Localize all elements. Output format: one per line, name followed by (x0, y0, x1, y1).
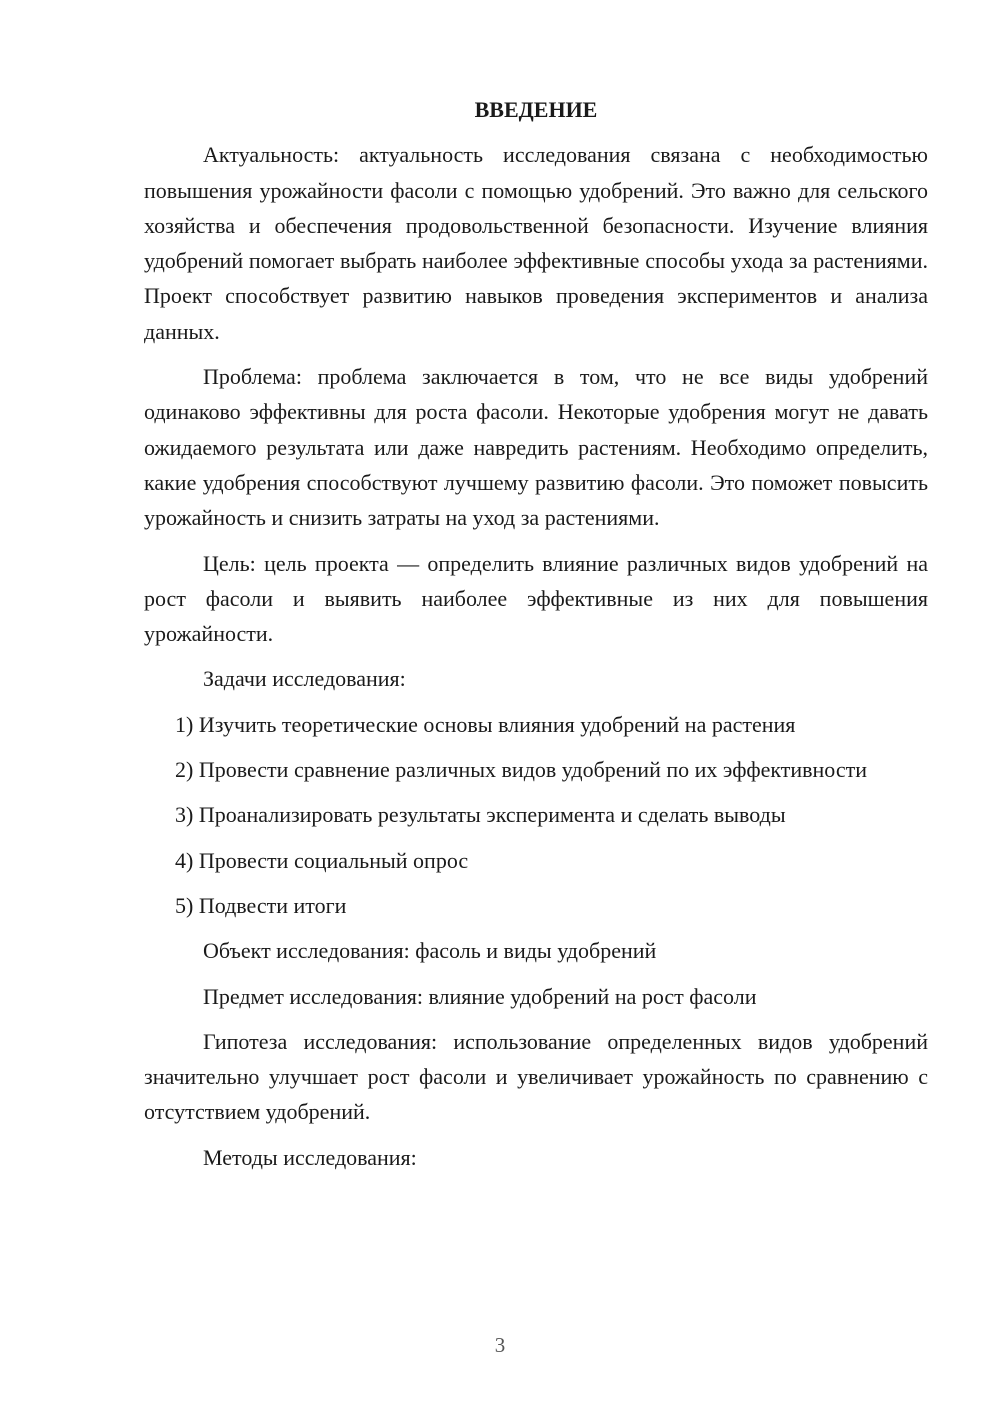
paragraph-subject: Предмет исследования: влияние удобрений на рост фасоли (203, 983, 757, 1009)
list-item: 4) Провести социальный опрос (175, 847, 469, 873)
paragraph-goal: Цель: цель проекта — определить влияние различных видов удобрений на рост фасоли и выявить наиболее эффективные из них для повышения урожайности. (144, 550, 928, 647)
paragraph-problem: Проблема: проблема заключается в том, что не все виды удобрений одинаково эффективны для роста фасоли. Некоторые удобрения могут не давать ожидаемого результата или даже навредить растениям. Необходимо определить, какие удобрения способствуют лучшему развитию фасоли. Это поможет повысить урожайность и снизить затраты на уход за растениями. (144, 364, 928, 531)
document-page (144, 92, 928, 1185)
list-item: 3) Проанализировать результаты эксперимента и сделать выводы (175, 802, 786, 828)
paragraph-hypothesis: Гипотеза исследования: использование определенных видов удобрений значительно улучшает рост фасоли и увеличивает урожайность по сравнению с отсутствием удобрений. (144, 1028, 928, 1125)
list-item: 1) Изучить теоретические основы влияния удобрений на растения (175, 711, 796, 737)
page-title: ВВЕДЕНИЕ (474, 97, 598, 122)
paragraph-object: Объект исследования: фасоль и виды удобрений (203, 938, 657, 964)
paragraph-methods: Методы исследования: (203, 1144, 417, 1170)
paragraph-relevance: Актуальность: актуальность исследования связана с необходимостью повышения урожайности фасоли с помощью удобрений. Это важно для сельского хозяйства и обеспечения продовольственной безопасности. Изучение влияния удобрений помогает выбрать наиболее эффективные способы ухода за растениями. Проект способствует развитию навыков проведения экспериментов и анализа данных. (144, 142, 928, 344)
list-item: 2) Провести сравнение различных видов удобрений по их эффективности (175, 757, 868, 783)
list-item: 5) Подвести итоги (175, 892, 347, 918)
page-number: 3 (494, 1333, 506, 1357)
paragraph-tasks-heading: Задачи исследования: (203, 666, 406, 692)
